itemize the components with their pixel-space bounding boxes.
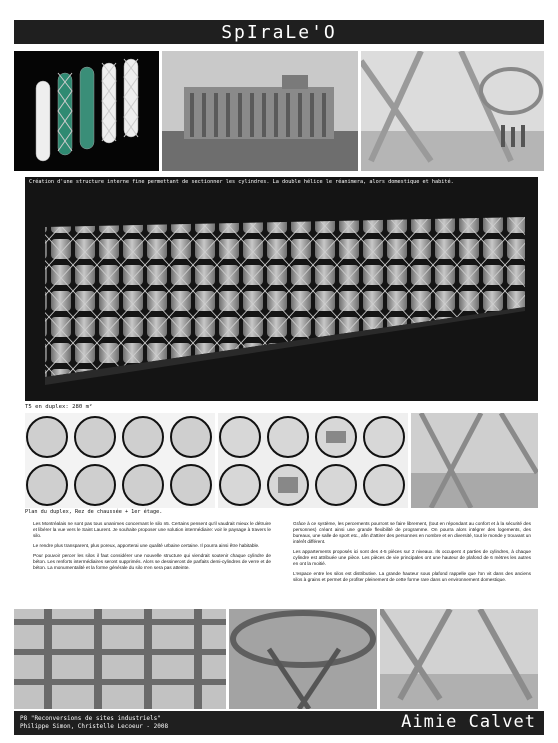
paragraph-right-1: Grâce à ce système, les percements pourront se faire librement, (tout en répondant au confort et à la sécurité des personnes) créant ainsi une grande flexibilité de programme. On pourra alors intégrer des logements, des bureaux, une salle de sport etc., afin d'attirer des personnes en nombre et en diversité, tout le monde y trouvant un intérêt différent. — [293, 521, 532, 544]
silo-photo-graphic — [162, 51, 358, 171]
interior-perspective-graphic — [361, 51, 544, 171]
footer-bar — [14, 711, 544, 735]
author-name: Aimie Calvet — [401, 712, 536, 732]
page-title: SpIraLe'O — [221, 21, 337, 43]
paragraph-left-3: Pour pouvoir percer les silos il faut considérer une nouvelle structure qui viendrait soutenir chaque cylindre de béton. Les renforts intermédiaires seront supprimés. Alors se dessineront de parfaits demi-cylindres de verre et de béton. La monumentalité et la forme générale du silo n'en sera pas atteinte. — [33, 553, 271, 570]
atrium-render-graphic — [229, 609, 377, 709]
silo-photo — [162, 51, 358, 171]
paragraph-right-2: Les appartements proposés ici sont des 4-5 pièces sur 2 niveaux. Ils occupent 4 parties de cylindres, à chaque cylindre est attribuée une pièce. Les pièces de vie principales ont une hauteur de plafond de 6 mètres les autres en ont la moitié. — [293, 549, 531, 566]
interior-duplex-graphic — [411, 413, 538, 508]
plan-first-floor-graphic — [218, 413, 408, 508]
section-render — [14, 609, 226, 709]
cylinder-model-render — [14, 51, 159, 171]
interior-perspective-render — [361, 51, 544, 171]
paragraph-right-3: L'espace entre les silos est distributive. La grande hauteur sous plafond rappelle que l'on vit dans des anciens silos à grains et permet de profiter pleinement de cette forme rare dans un environnement domestique. — [293, 571, 531, 582]
section-render-graphic — [14, 609, 226, 709]
plan-ground-floor-graphic — [25, 413, 215, 508]
text-column-right — [293, 521, 531, 587]
cylinder-model-graphic — [14, 51, 159, 171]
text-column-left — [33, 521, 271, 575]
footer-line-1: P8 "Reconversions de sites industriels" — [20, 715, 161, 722]
structure-caption: Création d'une structure interne fine permettant de sectionner les cylindres. La double hélice le réanimera, alors domestique et habité. — [29, 179, 454, 185]
living-space-graphic — [380, 609, 538, 709]
structure-render-panel — [25, 177, 538, 401]
paragraph-left-2: Le rendre plus transparent, plus poreux, apporterai une qualité urbaine certaine. Il pourra ainsi être habitable. — [33, 543, 260, 548]
paragraph-left-1: Les Montréalais ne sont pas tous unanimes concernant le silo n5. Certains pensent qu'il vaudrait mieux le détruire et libérer la vue vers le Saint Laurent. Je souhaite proposer une solution intermédiaire: voir le paysage à travers le silo. — [33, 521, 271, 538]
title-bar — [14, 20, 544, 44]
plan-ground-floor — [25, 413, 215, 508]
structure-render-graphic — [25, 187, 538, 401]
living-space-render — [380, 609, 538, 709]
interior-duplex-render — [411, 413, 538, 508]
atrium-render — [229, 609, 377, 709]
duplex-label: T5 en duplex: 280 m² — [25, 404, 93, 410]
plan-first-floor — [218, 413, 408, 508]
footer-line-2: Philippe Simon, Christelle Lecoeur - 2008 — [20, 722, 169, 730]
footer-credits — [20, 715, 168, 730]
plan-caption: Plan du duplex, Rez de chaussée + 1er étage. — [25, 509, 163, 515]
